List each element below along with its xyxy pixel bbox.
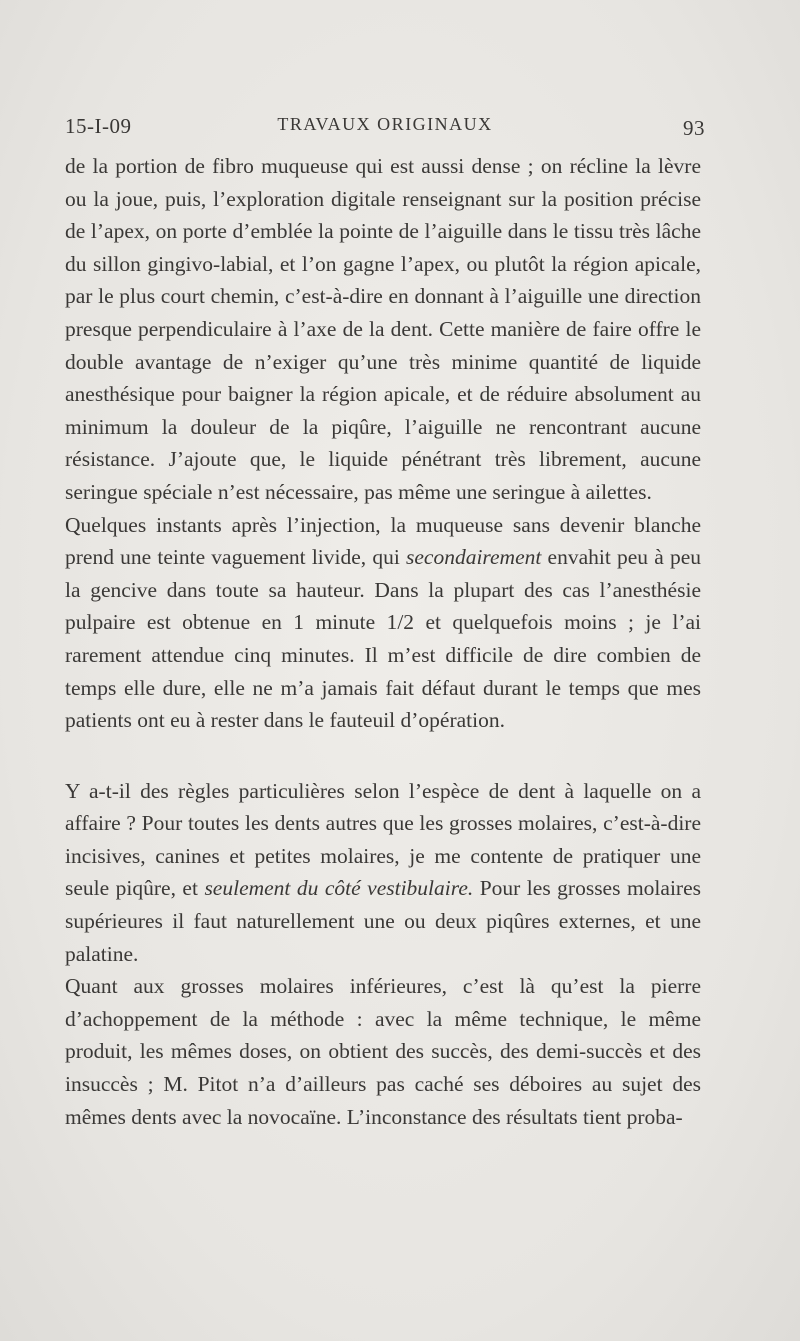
- paragraph-3-end: Pour les grosses molaires supérieures il faut naturellement une ou deux piqûres externes, et une palatine.: [65, 876, 701, 966]
- paragraph-3-start: Y a-t-il des règles particulières selon l’espèce de dent à laquelle on a affaire ? Pour toutes les dents autres que les grosses molaires, c’est-à-dire incisives, canines et petites molaires, je me contente de pratiquer une seule piqûre, et: [65, 778, 701, 901]
- body-text: [65, 150, 701, 1133]
- paragraph-1: de la portion de fibro muqueuse qui est aussi dense ; on récline la lèvre ou la joue, puis, l’exploration digitale renseignant sur la position précise de l’apex, on porte d’emblée la pointe de l’aiguille dans le tissu très lâche du sillon gingivo-labial, et l’on gagne l’apex, ou plutôt la région apicale, par le plus court chemin, c’est-à-dire en donnant à l’aiguille une direction presque perpendiculaire à l’axe de la dent. Cette manière de faire offre le double avantage de n’exiger qu’une très minime quantité de liquide anesthésique pour baigner la région apicale, et de réduire absolument au minimum la douleur de la piqûre, l’aiguille ne rencontrant aucune résistance. J’ajoute que, le liquide pénétrant très librement, aucune seringue spéciale n’est nécessaire, pas même une seringue à ailettes.: [65, 154, 701, 504]
- header-date: 15-I-09: [65, 114, 132, 138]
- running-header: [65, 110, 705, 144]
- paragraph-gap: [65, 737, 701, 775]
- paragraph-3: [65, 775, 701, 971]
- paragraph-2: [65, 509, 701, 737]
- paragraph-4: Quant aux grosses molaires inférieures, c’est là qu’est la pierre d’achoppement de la méthode : avec la même technique, le même produit, les mêmes doses, on obtient des succès, des demi-succès et des insuccès ; M. Pitot n’a d’ailleurs pas caché ses déboires au sujet des mêmes dents avec la novocaïne. L’inconstance des résultats tient proba-: [65, 974, 701, 1129]
- header-title: TRAVAUX ORIGINAUX: [277, 114, 493, 134]
- paragraph-2-end: envahit peu à peu la gencive dans toute sa hauteur. Dans la plupart des cas l’anesthésie pulpaire est obtenue en 1 minute 1/2 et quelquefois moins ; je l’ai rarement attendue cinq minutes. Il m’est difficile de dire combien de temps elle dure, elle ne m’a jamais fait défaut durant le temps que mes patients ont eu à rester dans le fauteuil d’opération.: [65, 545, 701, 733]
- paragraph-2-start: Quelques instants après l’injection, la muqueuse sans devenir blanche prend une teinte vaguement livide, qui: [65, 512, 701, 570]
- paragraph-3-italic: seulement du côté vestibulaire.: [204, 876, 474, 901]
- page-number: 93: [683, 116, 705, 140]
- paragraph-2-italic: secondairement: [406, 545, 542, 570]
